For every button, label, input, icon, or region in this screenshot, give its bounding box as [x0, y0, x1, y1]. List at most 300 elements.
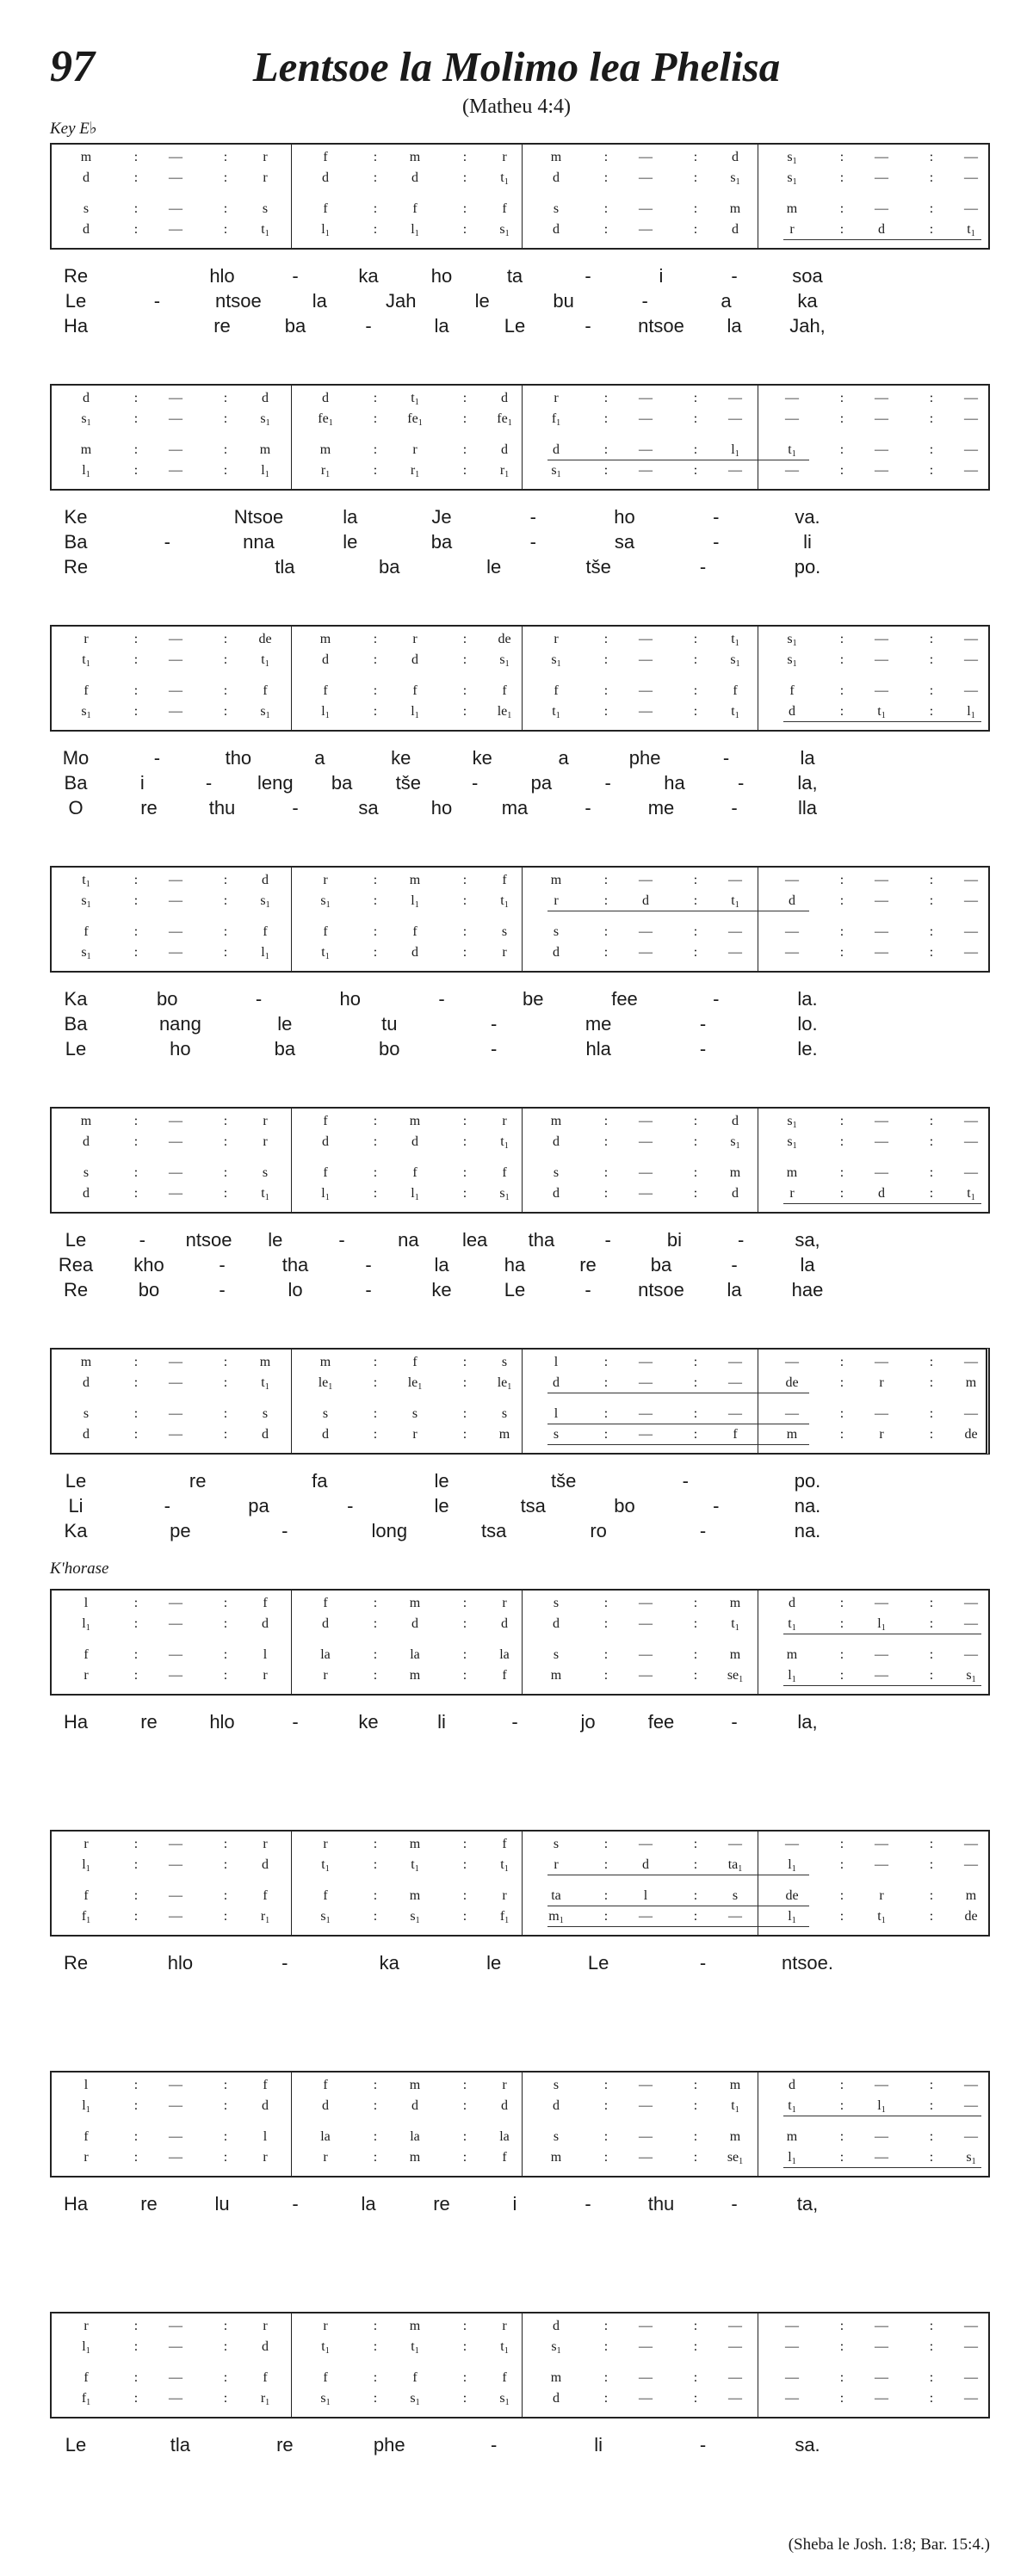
beat-separator: :: [693, 463, 698, 478]
syllable-hyphen: -: [205, 772, 213, 794]
solfa-note: f: [84, 1888, 89, 1903]
solfa-note: m: [319, 632, 331, 646]
lyric-syllable: la: [434, 1254, 449, 1276]
lyric-line: [50, 265, 990, 287]
solfa-note: $t_1$: [411, 391, 419, 407]
hold-dash: —: [964, 2391, 978, 2406]
beat-separator: :: [839, 2391, 844, 2406]
lyric-syllable: a: [558, 747, 569, 769]
solfa-note: f: [84, 2370, 89, 2385]
hold-dash: —: [964, 1406, 978, 1421]
beat-separator: :: [603, 2370, 609, 2385]
solfa-note: s: [262, 201, 269, 216]
lyric-syllable: phe: [628, 747, 661, 769]
beat-separator: :: [693, 2339, 698, 2354]
lyric-syllable: me: [647, 797, 675, 819]
solfa-note: $ta_1$: [727, 1857, 743, 1874]
lyric-line: [50, 1520, 990, 1542]
solfa-note: $s_1$: [410, 2391, 420, 2407]
lyric-syllable: Le: [587, 1952, 609, 1974]
lyric-syllable: le: [486, 556, 502, 578]
lyric-line: [50, 1711, 990, 1733]
beat-separator: :: [839, 1165, 844, 1180]
solfa-note: d: [83, 391, 90, 405]
syllable-hyphen: -: [491, 1038, 498, 1059]
syllable-hyphen: -: [338, 1229, 345, 1251]
solfa-note: f: [263, 1596, 268, 1610]
beat-separator: :: [462, 945, 467, 960]
solfa-note: l: [84, 2078, 89, 2092]
solfa-note: r: [84, 2319, 89, 2333]
syllable-hyphen: -: [529, 531, 536, 553]
solfa-note: $t_1$: [788, 1616, 796, 1633]
hold-dash: —: [169, 945, 182, 960]
hold-dash: —: [875, 463, 888, 478]
solfa-note: $t_1$: [411, 1857, 419, 1874]
beat-separator: :: [929, 2370, 934, 2385]
solfa-note: $l_1$: [411, 222, 419, 238]
solfa-note: f: [789, 683, 795, 698]
beat-separator: :: [603, 873, 609, 887]
beat-separator: :: [373, 1857, 378, 1872]
solfa-note: r: [502, 1596, 507, 1610]
hold-dash: —: [169, 893, 182, 908]
solfa-note: l: [554, 1355, 559, 1369]
solfa-note: $s_1$: [499, 652, 510, 669]
solfa-note: de: [258, 632, 272, 646]
lyric-syllable: ntsoe: [638, 1279, 684, 1300]
lyric-syllable: Ha: [63, 315, 89, 337]
syllable-hyphen: -: [699, 1952, 707, 1974]
solfa-note: $m_1$: [548, 1909, 564, 1925]
footnote: (Sheba le Josh. 1:8; Bar. 15:4.): [788, 2536, 990, 2554]
hold-dash: —: [169, 2391, 182, 2406]
hold-dash: —: [169, 1355, 182, 1369]
beat-separator: :: [603, 150, 609, 164]
solfa-note: $s_1$: [260, 411, 270, 428]
lyric-syllable: tho: [225, 747, 252, 769]
solfa-note: m: [409, 1837, 421, 1851]
beat-separator: :: [693, 1114, 698, 1128]
lyric-syllable: le.: [797, 1038, 818, 1059]
hold-dash: —: [728, 2391, 742, 2406]
hold-dash: —: [964, 150, 978, 164]
hold-dash: —: [639, 1114, 653, 1128]
solfa-note: $l_1$: [82, 463, 90, 479]
beat-separator: :: [693, 1668, 698, 1683]
beat-separator: :: [929, 442, 934, 457]
solfa-note: r: [554, 1857, 559, 1872]
solfa-note: $l_1$: [82, 2098, 90, 2115]
hold-dash: —: [785, 411, 799, 426]
beat-separator: :: [929, 1857, 934, 1872]
solfa-note: r: [879, 1888, 884, 1903]
syllable-hyphen: -: [471, 772, 479, 794]
solfa-note: f: [323, 201, 328, 216]
solfa-note: s: [322, 1406, 329, 1421]
solfa-note: d: [411, 2098, 418, 2113]
solfa-note: d: [878, 222, 885, 237]
hold-dash: —: [639, 2319, 653, 2333]
lyric-syllable: ntsoe: [185, 1229, 232, 1251]
lyric-syllable: a: [314, 747, 325, 769]
solfa-note: d: [553, 2098, 560, 2113]
solfa-note: de: [785, 1375, 799, 1390]
hold-dash: —: [169, 1134, 182, 1149]
solfa-note: d: [642, 893, 649, 908]
hold-dash: —: [728, 411, 742, 426]
solfa-note: d: [322, 1616, 329, 1631]
beat-separator: :: [929, 1165, 934, 1180]
lyric-syllable: tše: [550, 1470, 577, 1492]
beat-separator: :: [462, 2098, 467, 2113]
hold-dash: —: [875, 2370, 888, 2385]
syllable-hyphen: -: [365, 1279, 372, 1300]
hold-dash: —: [964, 391, 978, 405]
beat-separator: :: [223, 945, 228, 960]
beat-separator: :: [133, 442, 139, 457]
voice-line: [783, 1685, 981, 1686]
beat-separator: :: [373, 2370, 378, 2385]
beat-separator: :: [603, 1616, 609, 1631]
beat-separator: :: [223, 150, 228, 164]
lyric-syllable: na.: [794, 1495, 821, 1517]
solfa-note: d: [501, 2098, 508, 2113]
solfa-note: s: [553, 2078, 560, 2092]
hold-dash: —: [639, 1647, 653, 1662]
beat-separator: :: [603, 201, 609, 216]
beat-separator: :: [693, 632, 698, 646]
lyric-syllable: po.: [794, 1470, 821, 1492]
solfa-note: $fe_1$: [407, 411, 423, 428]
solfa-note: $t_1$: [261, 222, 269, 238]
lyric-syllable: re: [140, 2193, 158, 2215]
lyric-syllable: ho: [170, 1038, 191, 1059]
beat-separator: :: [929, 391, 934, 405]
beat-separator: :: [839, 924, 844, 939]
beat-separator: :: [462, 411, 467, 426]
beat-separator: :: [929, 1186, 934, 1201]
beat-separator: :: [929, 1596, 934, 1610]
beat-separator: :: [223, 1596, 228, 1610]
solfa-note: r: [263, 2150, 268, 2165]
solfa-note: d: [262, 1616, 269, 1631]
barline: [291, 2313, 292, 2417]
solfa-note: r: [263, 1114, 268, 1128]
solfa-note: $s_1$: [787, 652, 797, 669]
beat-separator: :: [373, 1909, 378, 1924]
solfa-note: m: [409, 150, 421, 164]
syllable-hyphen: -: [585, 1279, 591, 1300]
lyric-syllable: jo: [580, 1711, 596, 1733]
beat-separator: :: [603, 1375, 609, 1390]
hold-dash: —: [875, 411, 888, 426]
syllable-hyphen: -: [699, 1038, 707, 1059]
hold-dash: —: [875, 2319, 888, 2333]
beat-separator: :: [462, 391, 467, 405]
lyric-line: [50, 797, 990, 819]
solfa-note: d: [553, 1186, 560, 1201]
beat-separator: :: [373, 1888, 378, 1903]
beat-separator: :: [693, 391, 698, 405]
beat-separator: :: [373, 1837, 378, 1851]
beat-separator: :: [839, 2150, 844, 2165]
solfa-note: $t_1$: [82, 652, 90, 669]
solfa-note: $t_1$: [877, 704, 886, 720]
beat-separator: :: [693, 1165, 698, 1180]
hold-dash: —: [964, 1114, 978, 1128]
staff-system: [50, 866, 990, 973]
beat-separator: :: [603, 391, 609, 405]
lyric-syllable: ke: [431, 1279, 452, 1300]
solfa-note: f: [502, 873, 507, 887]
lyric-syllable: la: [727, 315, 742, 337]
beat-separator: :: [603, 1596, 609, 1610]
beat-separator: :: [839, 1909, 844, 1924]
hold-dash: —: [639, 1186, 653, 1201]
hold-dash: —: [169, 1186, 182, 1201]
lyric-syllable: nang: [158, 1013, 201, 1035]
beat-separator: :: [839, 2319, 844, 2333]
hold-dash: —: [964, 463, 978, 478]
solfa-note: d: [262, 391, 269, 405]
hold-dash: —: [785, 2339, 799, 2354]
beat-separator: :: [462, 2370, 467, 2385]
beat-separator: :: [133, 2319, 139, 2333]
beat-separator: :: [373, 2319, 378, 2333]
lyric-syllable: le: [474, 290, 490, 312]
syllable-hyphen: -: [585, 2193, 591, 2215]
solfa-note: $t_1$: [500, 1134, 509, 1151]
beat-separator: :: [603, 945, 609, 960]
solfa-note: $fe_1$: [497, 411, 512, 428]
lyric-syllable: le: [343, 531, 358, 553]
beat-separator: :: [373, 463, 378, 478]
solfa-note: $f_1$: [81, 1909, 91, 1925]
lyric-syllable: na: [398, 1229, 419, 1251]
solfa-note: f: [323, 1165, 328, 1180]
beat-separator: :: [223, 873, 228, 887]
solfa-note: f: [263, 2370, 268, 2385]
solfa-note: r: [879, 1375, 884, 1390]
solfa-note: $l_1$: [261, 945, 269, 961]
beat-separator: :: [839, 442, 844, 457]
beat-separator: :: [223, 652, 228, 667]
beat-separator: :: [133, 2391, 139, 2406]
beat-separator: :: [373, 1596, 378, 1610]
beat-separator: :: [373, 2098, 378, 2113]
solfa-note: s: [501, 1355, 508, 1369]
solfa-note: $t_1$: [500, 893, 509, 910]
beat-separator: :: [693, 2150, 698, 2165]
solfa-note: d: [789, 1596, 795, 1610]
beat-separator: :: [462, 1668, 467, 1683]
beat-separator: :: [839, 1616, 844, 1631]
solfa-note: f: [263, 2078, 268, 2092]
staff-system: [50, 1107, 990, 1214]
syllable-hyphen: -: [641, 290, 648, 312]
hold-dash: —: [639, 1165, 653, 1180]
beat-separator: :: [462, 2391, 467, 2406]
beat-separator: :: [133, 150, 139, 164]
lyric-syllable: na.: [794, 1520, 821, 1541]
beat-separator: :: [223, 893, 228, 908]
solfa-note: $s_1$: [787, 1134, 797, 1151]
solfa-note: m: [409, 2150, 421, 2165]
beat-separator: :: [373, 704, 378, 719]
solfa-note: $l_1$: [788, 1668, 796, 1684]
key-signature: Key E♭: [50, 120, 97, 138]
beat-separator: :: [462, 1427, 467, 1442]
solfa-note: d: [322, 1134, 329, 1149]
beat-separator: :: [929, 1355, 934, 1369]
solfa-note: $t_1$: [321, 1857, 330, 1874]
beat-separator: :: [839, 873, 844, 887]
beat-separator: :: [133, 1114, 139, 1128]
solfa-note: m: [786, 201, 798, 216]
lyric-syllable: Jah,: [789, 315, 826, 337]
solfa-note: d: [322, 170, 329, 185]
hold-dash: —: [964, 945, 978, 960]
solfa-note: $s_1$: [81, 945, 91, 961]
solfa-note: $s_1$: [551, 2339, 561, 2356]
lyric-line: [50, 531, 990, 553]
beat-separator: :: [373, 2339, 378, 2354]
solfa-note: la: [410, 1647, 420, 1662]
beat-separator: :: [462, 873, 467, 887]
lyric-line: [50, 1013, 990, 1035]
hold-dash: —: [964, 652, 978, 667]
syllable-hyphen: -: [292, 265, 299, 287]
hold-dash: —: [639, 652, 653, 667]
lyric-syllable: leng: [257, 772, 294, 794]
hold-dash: —: [875, 945, 888, 960]
solfa-note: d: [732, 150, 739, 164]
solfa-note: f: [412, 1165, 418, 1180]
hold-dash: —: [728, 391, 742, 405]
beat-separator: :: [603, 1857, 609, 1872]
beat-separator: :: [462, 1375, 467, 1390]
beat-separator: :: [373, 442, 378, 457]
beat-separator: :: [223, 1134, 228, 1149]
beat-separator: :: [462, 2150, 467, 2165]
beat-separator: :: [839, 1427, 844, 1442]
beat-separator: :: [693, 924, 698, 939]
lyric-syllable: tše: [395, 772, 422, 794]
syllable-hyphen: -: [292, 2193, 299, 2215]
hold-dash: —: [169, 1668, 182, 1683]
solfa-note: f: [412, 201, 418, 216]
beat-separator: :: [929, 1134, 934, 1149]
hold-dash: —: [639, 1616, 653, 1631]
solfa-note: f: [554, 683, 559, 698]
hold-dash: —: [875, 1406, 888, 1421]
hold-dash: —: [785, 1406, 799, 1421]
hold-dash: —: [728, 1406, 742, 1421]
hold-dash: —: [639, 442, 653, 457]
lyric-syllable: li: [437, 1711, 446, 1733]
hold-dash: —: [875, 652, 888, 667]
beat-separator: :: [223, 2078, 228, 2092]
beat-separator: :: [603, 1647, 609, 1662]
hold-dash: —: [964, 1857, 978, 1872]
lyric-syllable: fee: [647, 1711, 675, 1733]
hold-dash: —: [639, 391, 653, 405]
syllable-hyphen: -: [738, 772, 745, 794]
lyric-syllable: lla: [797, 797, 817, 819]
solfa-note: $t_1$: [321, 2339, 330, 2356]
solfa-note: $s_1$: [551, 463, 561, 479]
syllable-hyphen: -: [491, 2434, 498, 2456]
syllable-hyphen: -: [699, 2434, 707, 2456]
beat-separator: :: [603, 442, 609, 457]
beat-separator: :: [462, 1186, 467, 1201]
solfa-note: m: [319, 1355, 331, 1369]
hold-dash: —: [169, 170, 182, 185]
solfa-note: r: [323, 873, 328, 887]
beat-separator: :: [929, 2339, 934, 2354]
beat-separator: :: [839, 1134, 844, 1149]
beat-separator: :: [462, 1406, 467, 1421]
lyric-syllable: Je: [431, 506, 452, 528]
hold-dash: —: [639, 924, 653, 939]
beat-separator: :: [603, 1186, 609, 1201]
beat-separator: :: [462, 1647, 467, 1662]
hold-dash: —: [169, 704, 182, 719]
lyric-syllable: lo.: [797, 1013, 818, 1035]
solfa-note: r: [502, 1888, 507, 1903]
hold-dash: —: [875, 1355, 888, 1369]
lyric-syllable: long: [371, 1520, 408, 1541]
beat-separator: :: [133, 1186, 139, 1201]
syllable-hyphen: -: [731, 1711, 738, 1733]
solfa-note: m: [319, 442, 331, 457]
solfa-note: r: [323, 2150, 328, 2165]
beat-separator: :: [133, 683, 139, 698]
hold-dash: —: [875, 924, 888, 939]
beat-separator: :: [133, 924, 139, 939]
hold-dash: —: [875, 2150, 888, 2165]
barline: [291, 145, 292, 248]
beat-separator: :: [693, 1406, 698, 1421]
beat-separator: :: [693, 652, 698, 667]
lyric-syllable: po.: [794, 556, 821, 578]
hold-dash: —: [169, 1909, 182, 1924]
lyric-syllable: re: [189, 1470, 207, 1492]
lyric-syllable: Ba: [64, 531, 88, 553]
solfa-note: $le_1$: [407, 1375, 423, 1392]
lyric-syllable: thu: [208, 797, 236, 819]
barline: [522, 868, 523, 971]
lyric-syllable: Le: [65, 290, 87, 312]
beat-separator: :: [133, 652, 139, 667]
beat-separator: :: [603, 170, 609, 185]
solfa-note: $s_1$: [320, 1909, 331, 1925]
beat-separator: :: [133, 2129, 139, 2144]
syllable-hyphen: -: [292, 797, 299, 819]
lyric-syllable: i: [512, 2193, 517, 2215]
lyric-line: [50, 315, 990, 337]
lyric-syllable: ke: [391, 747, 411, 769]
solfa-note: m: [729, 2129, 741, 2144]
beat-separator: :: [223, 1909, 228, 1924]
lyric-syllable: Re: [63, 556, 89, 578]
beat-separator: :: [603, 652, 609, 667]
solfa-note: m: [409, 1596, 421, 1610]
hold-dash: —: [639, 1375, 653, 1390]
lyric-syllable: tše: [585, 556, 611, 578]
beat-separator: :: [133, 463, 139, 478]
